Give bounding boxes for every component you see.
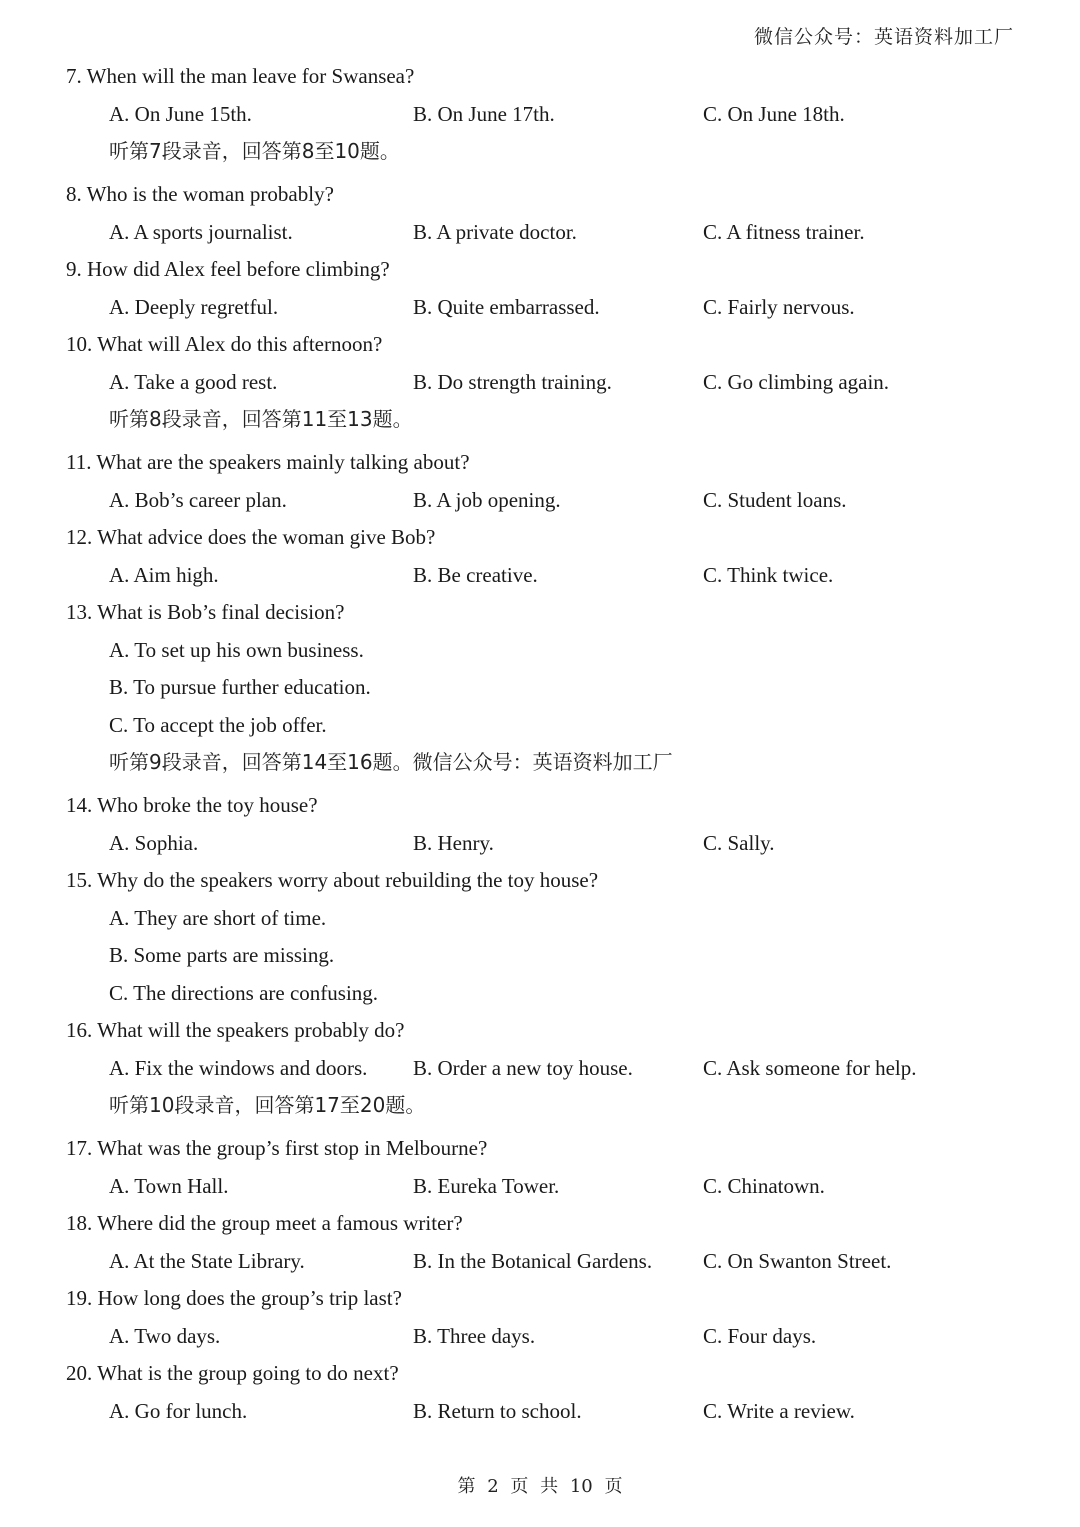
option-c: C. Ask someone for help.	[703, 1055, 917, 1080]
option-a: A. They are short of time.	[109, 905, 327, 930]
option-b: B. Three days.	[413, 1323, 536, 1348]
option-a: A. Sophia.	[109, 830, 199, 855]
option-a: A. On June 15th.	[109, 101, 252, 126]
option-c: C. Fairly nervous.	[703, 294, 855, 319]
question-text: 12. What advice does the woman give Bob?	[66, 525, 436, 549]
option-row	[66, 214, 1026, 252]
option-c: C. Go climbing again.	[703, 369, 890, 394]
option-b: B. Eureka Tower.	[413, 1173, 560, 1198]
option-row	[66, 96, 1026, 134]
option-b: B. Some parts are missing.	[109, 943, 335, 967]
option-a: A. At the State Library.	[109, 1248, 305, 1273]
option-row	[66, 1318, 1026, 1356]
option-b: B. A private doctor.	[413, 219, 577, 244]
section-instruction: 听第7段录音，回答第8至10题。	[109, 139, 400, 163]
option-a: A. Bob’s career plan.	[109, 487, 287, 512]
header-note: 微信公众号：英语资料加工厂	[753, 26, 1014, 48]
option-row	[66, 1393, 1026, 1431]
option-a: A. Town Hall.	[109, 1173, 229, 1198]
option-c: C. Think twice.	[703, 562, 834, 587]
option-row	[66, 825, 1026, 863]
option-b: B. Be creative.	[413, 562, 538, 587]
option-a: A. A sports journalist.	[109, 219, 293, 244]
option-b: B. To pursue further education.	[109, 675, 371, 699]
option-row	[66, 1243, 1026, 1281]
option-c: C. The directions are confusing.	[109, 980, 379, 1005]
option-row	[66, 289, 1026, 327]
question-text: 14. Who broke the toy house?	[66, 793, 318, 817]
option-b: B. Return to school.	[413, 1398, 582, 1423]
section-instruction: 听第9段录音，回答第14至16题。微信公众号：英语资料加工厂	[109, 750, 673, 774]
section-instruction: 听第8段录音，回答第11至13题。	[109, 407, 413, 431]
option-b: B. Quite embarrassed.	[413, 294, 600, 319]
option-b: B. In the Botanical Gardens.	[413, 1248, 653, 1273]
option-row	[66, 364, 1026, 402]
option-c: C. Four days.	[703, 1323, 817, 1348]
question-text: 7. When will the man leave for Swansea?	[66, 64, 415, 88]
option-c: C. Sally.	[703, 830, 775, 855]
option-c: C. Chinatown.	[703, 1173, 825, 1198]
option-row	[66, 557, 1026, 595]
option-c: C. To accept the job offer.	[109, 712, 327, 737]
option-a: A. Two days.	[109, 1323, 221, 1348]
option-c: C. Write a review.	[703, 1398, 855, 1423]
question-text: 16. What will the speakers probably do?	[66, 1018, 405, 1042]
question-text: 10. What will Alex do this afternoon?	[66, 332, 383, 356]
option-c: C. Student loans.	[703, 487, 847, 512]
option-c: C. On Swanton Street.	[703, 1248, 892, 1273]
question-text: 13. What is Bob’s final decision?	[66, 600, 345, 624]
section-instruction: 听第10段录音，回答第17至20题。	[109, 1093, 426, 1117]
option-b: B. Order a new toy house.	[413, 1055, 633, 1080]
question-text: 9. How did Alex feel before climbing?	[66, 257, 390, 281]
question-text: 19. How long does the group’s trip last?	[66, 1286, 402, 1310]
option-b: B. On June 17th.	[413, 101, 555, 126]
option-a: A. To set up his own business.	[109, 637, 364, 662]
option-b: B. Henry.	[413, 830, 494, 855]
option-a: A. Deeply regretful.	[109, 294, 279, 319]
option-row	[66, 1168, 1026, 1206]
question-text: 17. What was the group’s first stop in Melbourne?	[66, 1136, 488, 1160]
option-b: B. A job opening.	[413, 487, 561, 512]
question-text: 15. Why do the speakers worry about rebuilding the toy house?	[66, 868, 599, 892]
question-text: 18. Where did the group meet a famous writer?	[66, 1211, 463, 1235]
question-text: 8. Who is the woman probably?	[66, 182, 334, 206]
option-c: C. On June 18th.	[703, 101, 845, 126]
page-number: 第 2 页 共 10 页	[457, 1476, 623, 1497]
question-text: 11. What are the speakers mainly talking about?	[66, 450, 470, 474]
option-a: A. Fix the windows and doors.	[109, 1055, 368, 1080]
option-row	[66, 1050, 1026, 1088]
question-text: 20. What is the group going to do next?	[66, 1361, 399, 1385]
question-list	[66, 58, 1026, 1430]
option-a: A. Take a good rest.	[109, 369, 278, 394]
option-a: A. Go for lunch.	[109, 1398, 248, 1423]
option-c: C. A fitness trainer.	[703, 219, 865, 244]
option-a: A. Aim high.	[109, 562, 219, 587]
option-row	[66, 482, 1026, 520]
option-b: B. Do strength training.	[413, 369, 612, 394]
